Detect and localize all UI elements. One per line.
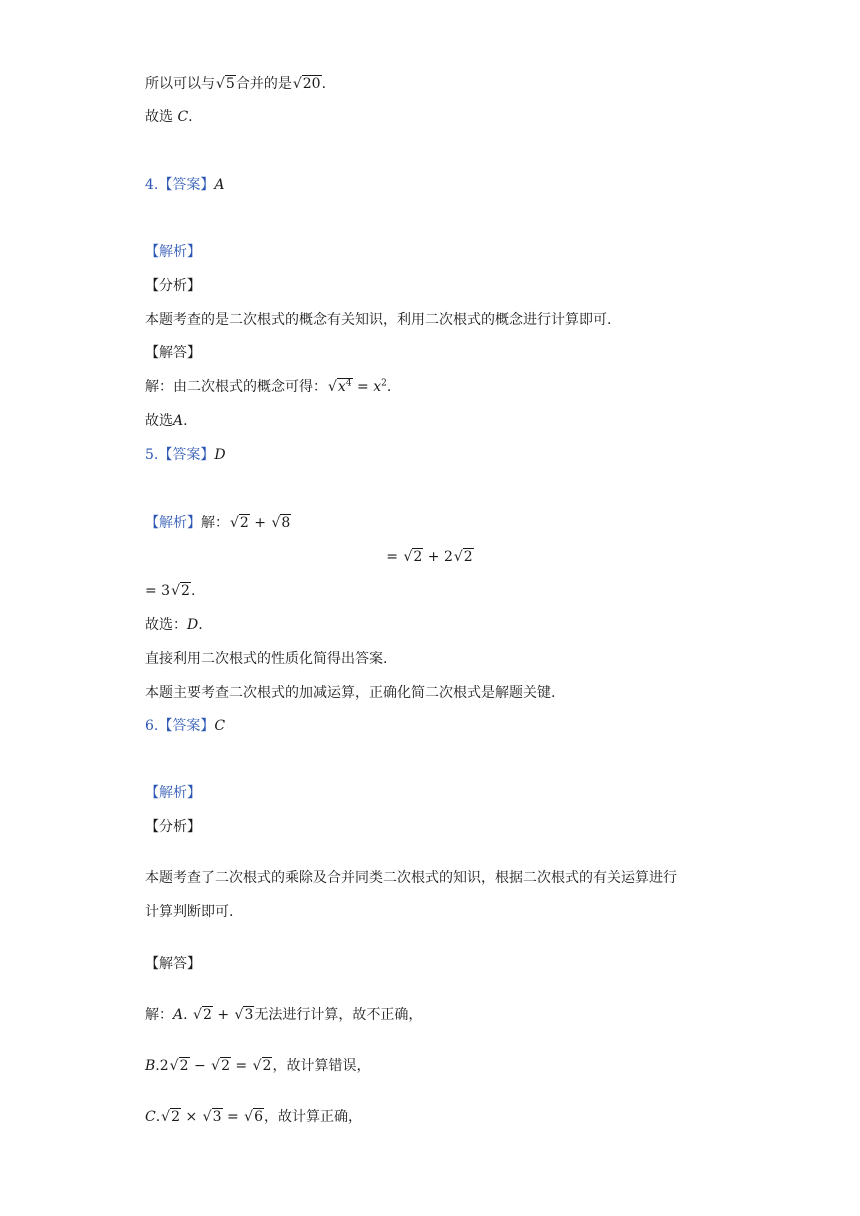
section-heading: 【解答】 bbox=[145, 956, 201, 972]
answer-heading: 6.【答案】C bbox=[145, 718, 226, 734]
analysis-heading: 【解析】 bbox=[145, 244, 201, 260]
equation-line: = 3√2. bbox=[145, 583, 196, 599]
text-line: 解：由二次根式的概念可得：$√x^4 = x^2$. bbox=[145, 378, 392, 395]
text-line: 所以可以与√5合并的是√20. bbox=[145, 76, 327, 92]
sqrt: √8 bbox=[271, 515, 291, 531]
analysis-heading: 【解析】 bbox=[145, 785, 201, 801]
sqrt: √2 bbox=[161, 1109, 181, 1125]
text-line: 故选A. bbox=[145, 413, 188, 429]
sqrt: √3 bbox=[202, 1109, 222, 1125]
text-line: C.√2 × √3 = √6，故计算正确， bbox=[145, 1109, 362, 1125]
sqrt: √2 bbox=[169, 1058, 189, 1074]
sqrt: √2 bbox=[171, 583, 190, 599]
sqrt: √2 bbox=[252, 1058, 272, 1074]
text: 合并的是 bbox=[235, 76, 292, 92]
text-line: 【解析】解：√2 + √8 bbox=[145, 515, 291, 531]
answer-heading: 5.【答案】D bbox=[145, 447, 226, 463]
section-heading: 【分析】 bbox=[145, 278, 201, 294]
sqrt: √2 bbox=[403, 549, 423, 565]
text-line: 故选 C. bbox=[145, 109, 193, 125]
text-line: 解：A. √2 + √3无法进行计算，故不正确， bbox=[145, 1007, 423, 1023]
text-line: 本题主要考查二次根式的加减运算，正确化简二次根式是解题关键. bbox=[145, 685, 556, 701]
sqrt: √2 bbox=[193, 1007, 212, 1023]
sqrt: √3 bbox=[234, 1007, 254, 1023]
text: 所以可以与 bbox=[145, 76, 215, 92]
section-heading: 【分析】 bbox=[145, 819, 201, 835]
section-heading: 【解答】 bbox=[145, 345, 201, 361]
text-line: 计算判断即可. bbox=[145, 904, 234, 920]
sqrt: $√x^4$ bbox=[328, 378, 352, 395]
sqrt: √5 bbox=[216, 76, 235, 92]
text-line: 故选：D. bbox=[145, 617, 203, 633]
text-line: 本题考查的是二次根式的概念有关知识，利用二次根式的概念进行计算即可. bbox=[145, 312, 612, 328]
sqrt: √2 bbox=[211, 1058, 230, 1074]
text-line: 直接利用二次根式的性质化简得出答案. bbox=[145, 651, 388, 667]
sqrt: √6 bbox=[244, 1109, 263, 1125]
sqrt: √2 bbox=[453, 549, 473, 565]
text-line: 本题考查了二次根式的乘除及合并同类二次根式的知识，根据二次根式的有关运算进行 bbox=[145, 870, 677, 886]
text-line: B.2√2 − √2 = √2，故计算错误， bbox=[145, 1058, 371, 1074]
sqrt: √2 bbox=[230, 515, 249, 531]
answer-heading: 4.【答案】A bbox=[145, 177, 225, 193]
sqrt: √20 bbox=[292, 76, 321, 92]
equation-line: = √2 + 2√2 bbox=[386, 549, 473, 565]
